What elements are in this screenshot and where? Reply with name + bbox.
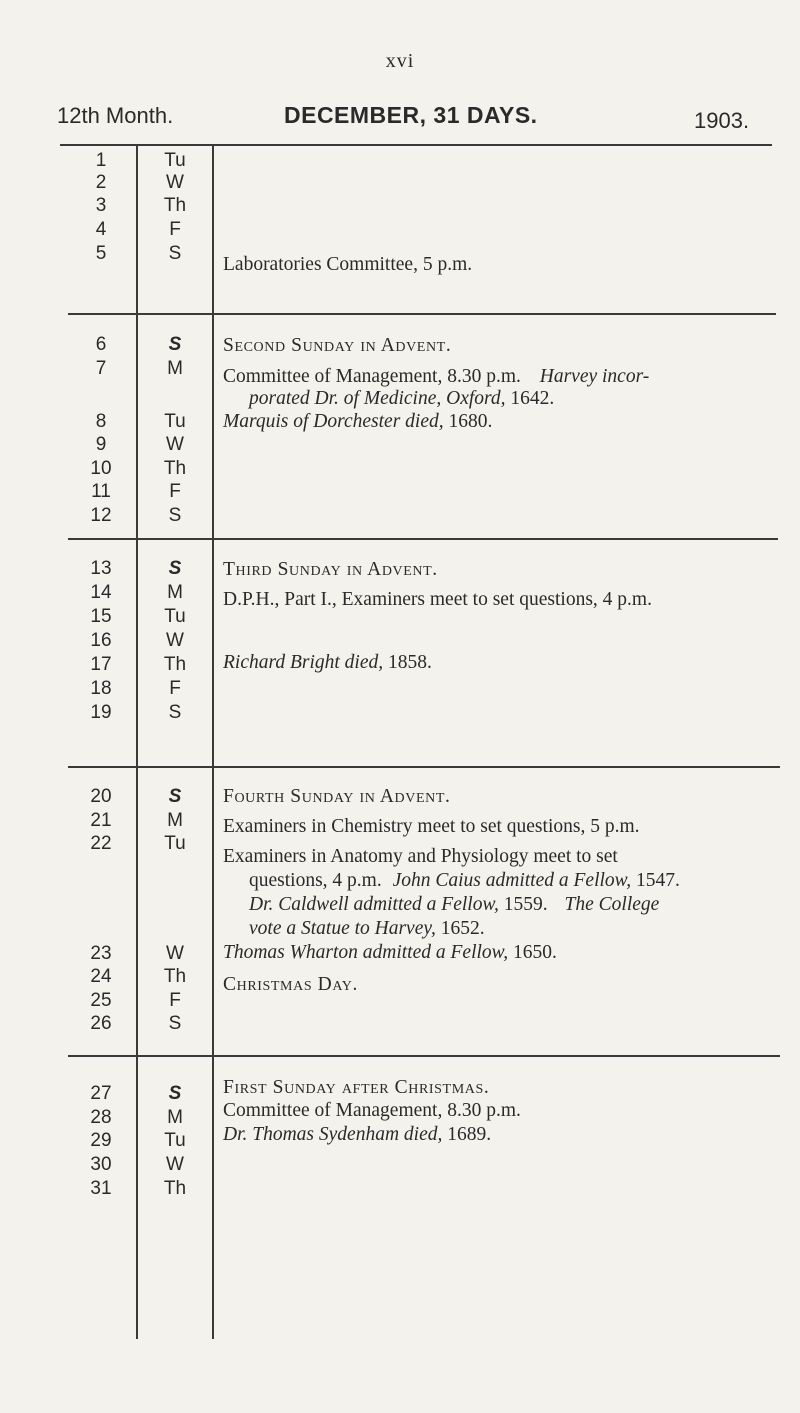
day-number: 27	[90, 1083, 112, 1104]
weekday-label: S	[168, 786, 182, 807]
event-year: 1650.	[508, 942, 557, 963]
day-number: 20	[90, 786, 112, 807]
day-number: 19	[90, 702, 112, 723]
weekday-label: Th	[163, 195, 187, 216]
weekday-label: F	[169, 219, 181, 240]
column-divider	[136, 144, 138, 1339]
day-number: 1	[95, 150, 107, 171]
day-number: 4	[95, 219, 107, 240]
weekday-label: Th	[163, 458, 187, 479]
event-entry: Laboratories Committee, 5 p.m.	[223, 254, 473, 275]
weekday-label: F	[169, 678, 181, 699]
event-sunday-heading: Fourth Sunday in Advent.	[223, 786, 451, 807]
month-label: 12th Month.	[57, 103, 174, 128]
weekday-label: M	[167, 1107, 183, 1128]
event-entry	[223, 411, 775, 433]
weekday-label: S	[168, 505, 182, 526]
weekday-label: S	[168, 334, 182, 355]
weekday-label: W	[166, 943, 184, 964]
event-year: 1858.	[383, 652, 432, 673]
day-number: 17	[90, 654, 112, 675]
day-number: 3	[95, 195, 107, 216]
weekday-label: F	[169, 481, 181, 502]
event-text: questions, 4 p.m.	[249, 870, 382, 891]
event-sunday-heading: Second Sunday in Advent.	[223, 335, 452, 356]
event-text: Committee of Management, 8.30 p.m.	[223, 366, 521, 387]
day-number: 11	[91, 481, 111, 502]
event-holiday: Christmas Day.	[223, 974, 358, 995]
day-number: 16	[90, 630, 112, 651]
day-number: 9	[95, 434, 107, 455]
day-number: 23	[90, 943, 112, 964]
weekday-label: W	[166, 630, 184, 651]
event-entry: Committee of Management, 8.30 p.m.	[223, 1100, 521, 1121]
weekday-label: Th	[163, 966, 187, 987]
weekday-label: Tu	[164, 1130, 186, 1151]
weekday-label: Tu	[164, 150, 186, 171]
day-number: 25	[90, 990, 112, 1011]
day-number: 26	[90, 1013, 112, 1034]
event-entry	[223, 918, 800, 940]
event-text: Richard Bright died,	[223, 652, 384, 673]
day-number: 10	[90, 458, 112, 479]
event-text: The College	[564, 894, 660, 915]
event-sunday-heading: Third Sunday in Advent.	[223, 559, 438, 580]
event-text: vote a Statue to Harvey,	[249, 918, 436, 939]
event-entry	[223, 366, 775, 388]
day-number: 15	[90, 606, 112, 627]
day-number: 8	[95, 411, 107, 432]
event-year: 1680.	[443, 411, 493, 432]
weekday-label: S	[168, 702, 182, 723]
event-text: John Caius admitted a Fellow,	[392, 870, 632, 891]
event-text: porated Dr. of Medicine, Oxford,	[249, 388, 506, 409]
event-entry	[223, 870, 800, 892]
weekday-label: W	[166, 434, 184, 455]
day-number: 24	[90, 966, 112, 987]
weekday-label: M	[167, 358, 183, 379]
event-sunday-heading: First Sunday after Christmas.	[223, 1077, 490, 1098]
event-year: 1652.	[435, 918, 485, 939]
page-title: DECEMBER, 31 DAYS.	[284, 102, 538, 128]
event-entry	[223, 388, 800, 410]
day-number: 18	[90, 678, 112, 699]
weekday-label: Th	[163, 1178, 187, 1199]
year-label: 1903.	[694, 108, 750, 133]
event-year: 1559.	[498, 894, 548, 915]
event-text: Dr. Caldwell admitted a Fellow,	[249, 894, 499, 915]
weekday-label: M	[167, 810, 183, 831]
day-number: 21	[90, 810, 112, 831]
event-text: Harvey incor-	[539, 366, 650, 387]
week-divider	[68, 1055, 780, 1057]
day-number: 30	[90, 1154, 112, 1175]
top-rule	[60, 144, 772, 146]
day-number: 22	[90, 833, 112, 854]
weekday-label: W	[166, 1154, 184, 1175]
weekday-label: F	[169, 990, 181, 1011]
column-divider	[212, 144, 214, 1339]
day-number: 13	[90, 558, 112, 579]
week-divider	[68, 538, 778, 540]
page-number: xvi	[385, 50, 415, 72]
weekday-label: S	[168, 1083, 182, 1104]
day-number: 12	[90, 505, 112, 526]
weekday-label: S	[168, 1013, 182, 1034]
event-entry	[223, 894, 800, 916]
event-text: Dr. Thomas Sydenham died,	[223, 1124, 443, 1145]
day-number: 28	[90, 1107, 112, 1128]
weekday-label: S	[168, 558, 182, 579]
day-number: 14	[90, 582, 112, 603]
event-year: 1642.	[505, 388, 555, 409]
week-divider	[68, 313, 776, 315]
weekday-label: Tu	[164, 606, 186, 627]
week-divider	[68, 766, 780, 768]
event-text: Thomas Wharton admitted a Fellow,	[223, 942, 509, 963]
event-year: 1689.	[442, 1124, 492, 1145]
day-number: 29	[90, 1130, 112, 1151]
day-number: 5	[95, 243, 107, 264]
weekday-label: Tu	[164, 833, 186, 854]
weekday-label: M	[167, 582, 183, 603]
weekday-label: Th	[163, 654, 187, 675]
event-year: 1547.	[631, 870, 680, 891]
event-entry: Examiners in Chemistry meet to set questions, 5 p.m.	[223, 816, 640, 837]
day-number: 6	[95, 334, 107, 355]
event-entry	[223, 652, 775, 674]
day-number: 7	[95, 358, 107, 379]
event-text: Marquis of Dorchester died,	[223, 411, 444, 432]
event-entry: D.P.H., Part I., Examiners meet to set questions, 4 p.m.	[223, 589, 652, 610]
weekday-label: S	[168, 243, 182, 264]
event-entry: Examiners in Anatomy and Physiology meet to set	[223, 846, 618, 867]
weekday-label: W	[166, 172, 184, 193]
day-number: 2	[95, 172, 107, 193]
event-entry	[223, 942, 775, 964]
event-entry	[223, 1124, 775, 1146]
day-number: 31	[90, 1178, 112, 1199]
weekday-label: Tu	[164, 411, 186, 432]
